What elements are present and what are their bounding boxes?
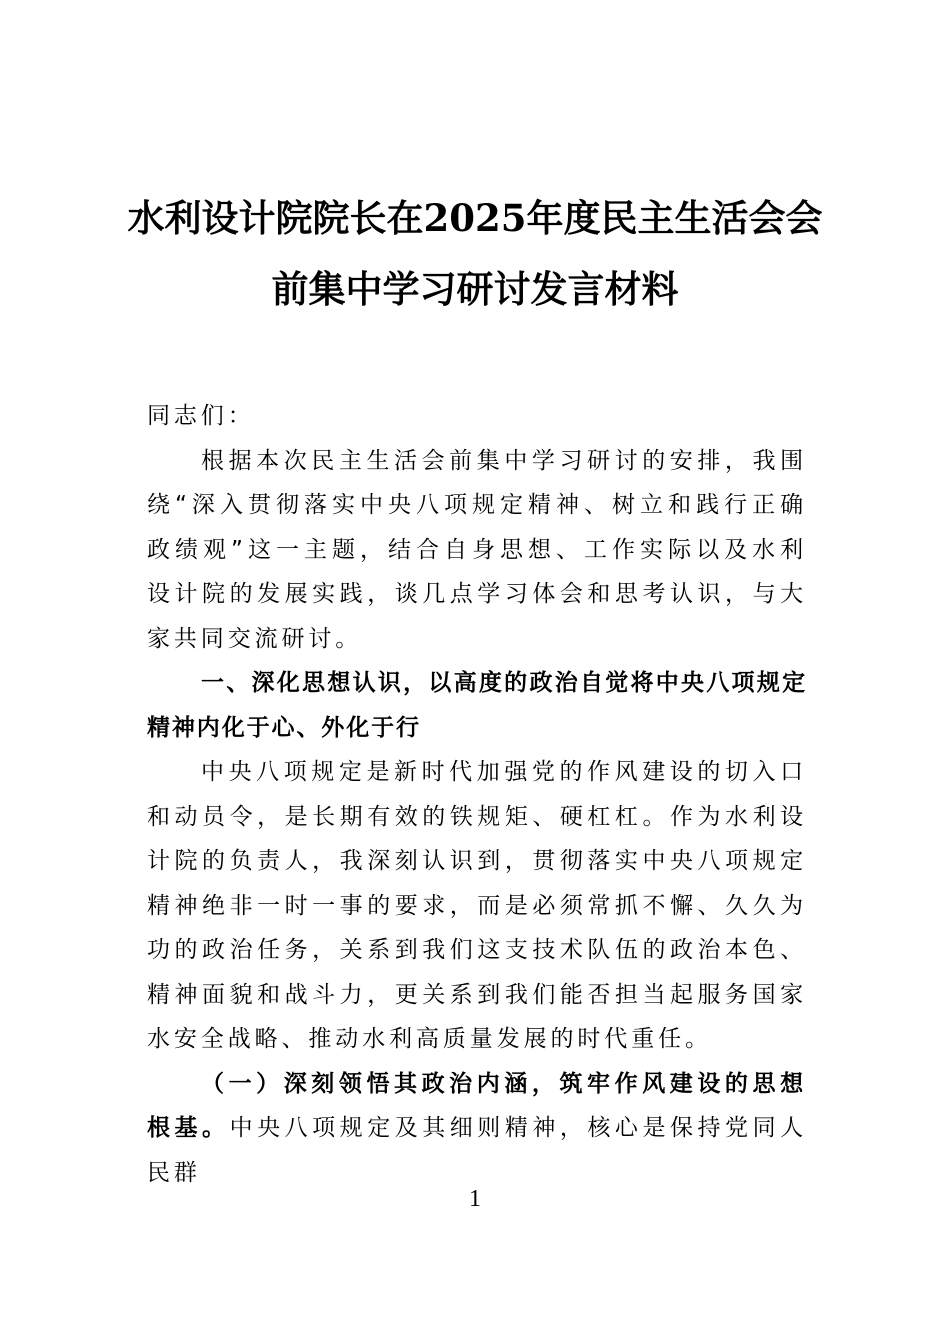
section-1-paragraph: 中央八项规定是新时代加强党的作风建设的切入口和动员令，是长期有效的铁规矩、硬杠杠。作为水利设计院的负责人，我深刻认识到，贯彻落实中央八项规定精神绝非一时一事的要求，而是必须常抓不懈、久久为功的政治任务，关系到我们这支技术队伍的政治本色、精神面貌和战斗力，更关系到我们能否担当起服务国家水安全战略、推动水利高质量发展的时代重任。 [147, 759, 807, 1052]
document-title-line-1: 水利设计院院长在2025年度民主生活会会 [127, 196, 823, 240]
salutation: 同志们： [147, 403, 255, 429]
document-body [147, 394, 807, 1195]
subsection-1-lead: （一）深刻领悟其政治内涵，筑牢作风建设的思想根基。 [147, 1070, 807, 1141]
document-title-line-2: 前集中学习研讨发言材料 [271, 267, 679, 311]
intro-paragraph: 根据本次民主生活会前集中学习研讨的安排，我围绕“深入贯彻落实中央八项规定精神、树立和践行正确政绩观”这一主题，结合自身思想、工作实际以及水利设计院的发展实践，谈几点学习体会和思考认识，与大家共同交流研讨。 [147, 447, 807, 652]
subsection-1-text: 中央八项规定及其细则精神，核心是保持党同人民群 [147, 1115, 807, 1186]
subsection-1-paragraph [147, 1062, 807, 1196]
page-number: 1 [469, 1186, 481, 1212]
section-1-heading: 一、深化思想认识，以高度的政治自觉将中央八项规定精神内化于心、外化于行 [147, 670, 807, 741]
